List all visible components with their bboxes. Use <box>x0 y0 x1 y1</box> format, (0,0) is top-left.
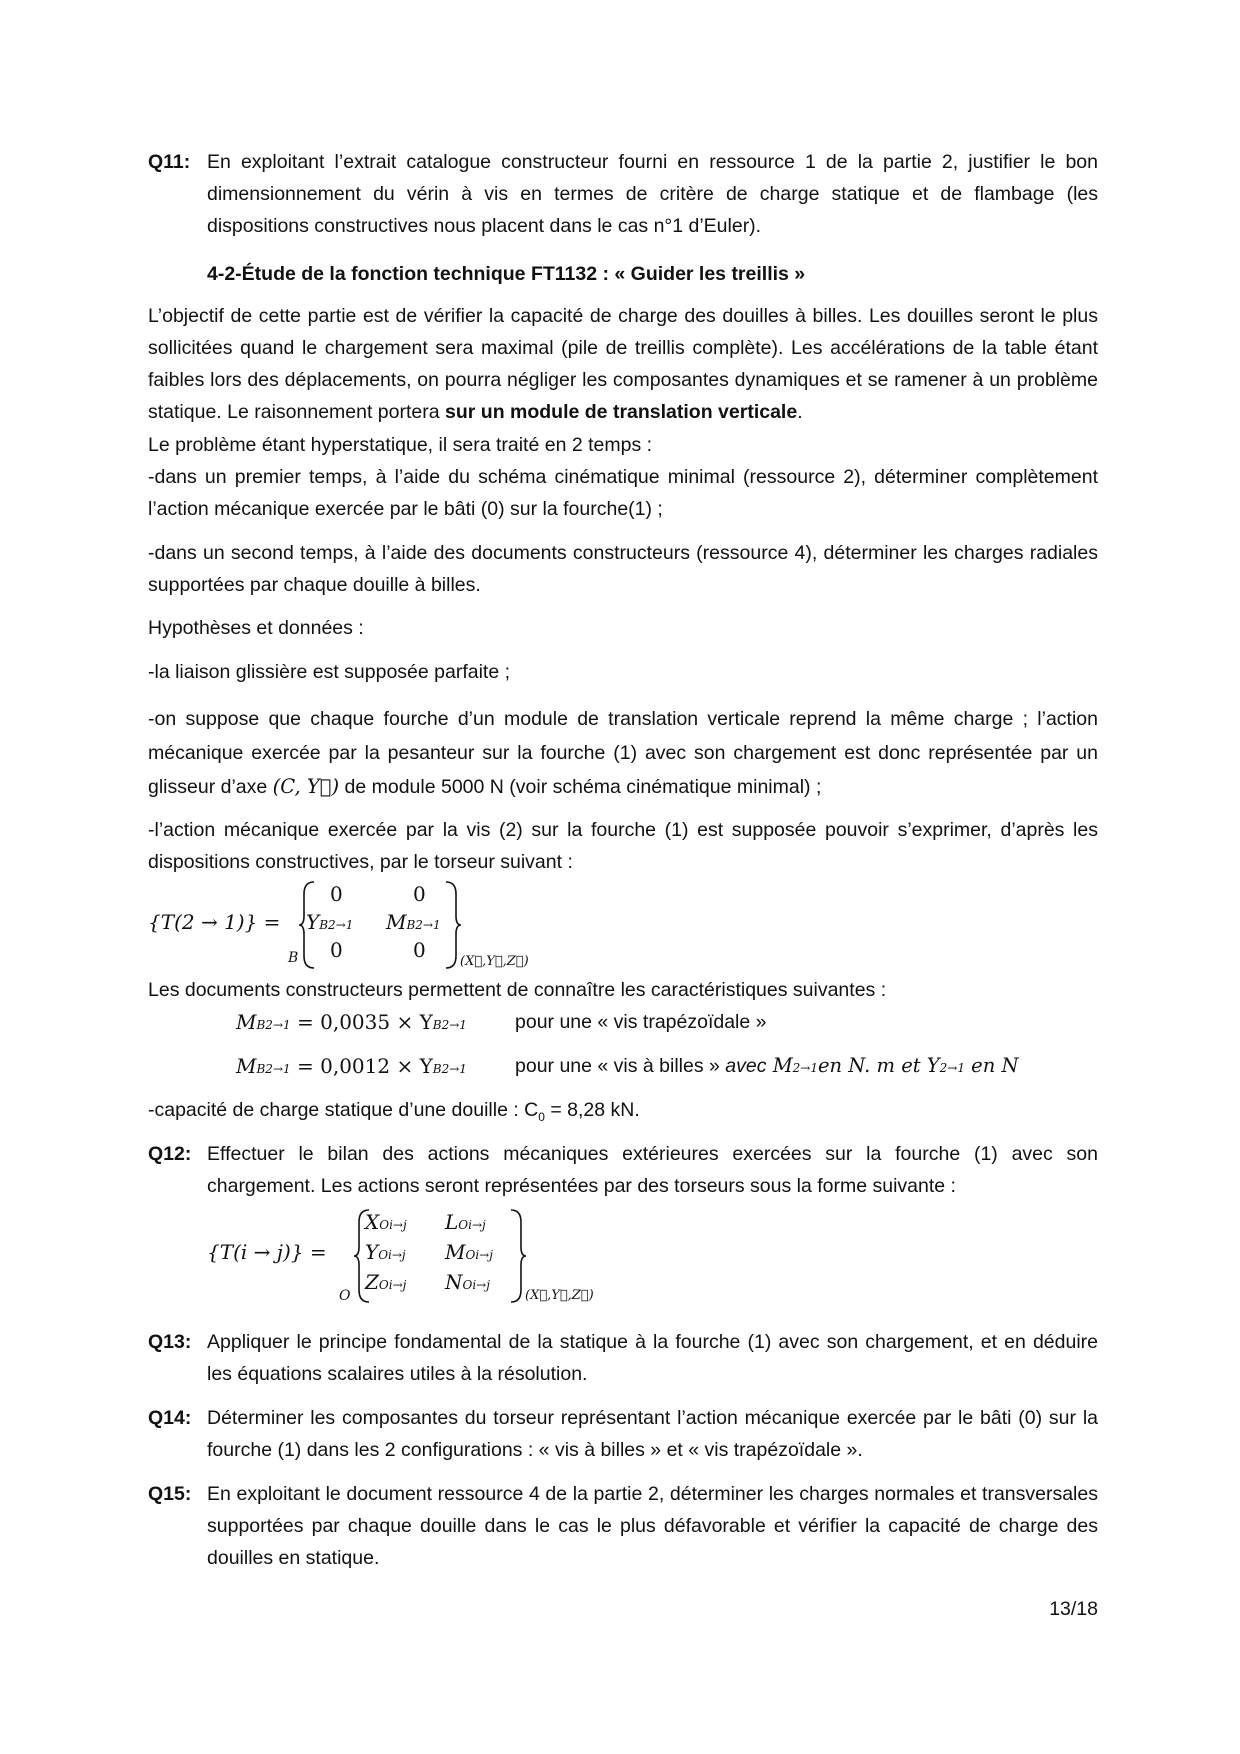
eq2-m2-sub: 2→1 <box>792 1061 818 1075</box>
t1-r2c2 <box>386 910 441 934</box>
intro-period: . <box>797 401 803 423</box>
c0-sub: 0 <box>538 1109 545 1124</box>
question-q11 <box>148 146 1098 242</box>
hypotheses-title: Hypothèses et données : <box>148 617 364 639</box>
t2-m: M <box>445 1240 466 1264</box>
hypothesis-glissiere: -la liaison glissière est supposée parfaite ; <box>148 661 511 683</box>
torseur-basis: (X⃗,Y⃗,Z⃗) <box>460 954 529 969</box>
eq2-mid: = 0,0012 × Y <box>290 1054 433 1078</box>
eq1-mid: = 0,0035 × Y <box>290 1010 433 1034</box>
question-q12 <box>148 1138 1098 1202</box>
t2-m-sub: Oi→j <box>465 1248 493 1262</box>
question-q14 <box>148 1402 1098 1466</box>
eq2-unit1: en N. m et Y <box>818 1054 940 1077</box>
eq2-m: M <box>236 1054 257 1078</box>
question-text: Déterminer les composantes du torseur représentant l’action mécanique exercée par le bâti (0) sur la fourche (1) dans les 2 configurations : « vis à billes » et « vis trapézoïdale ». <box>207 1407 1098 1461</box>
t2-x-sub: Oi→j <box>379 1218 407 1232</box>
t2-r1c1 <box>365 1210 407 1234</box>
eq2-y-sub: B2→1 <box>432 1062 467 1076</box>
t2-z: Z <box>365 1270 379 1294</box>
torseur-i-j <box>207 1208 607 1308</box>
t1-m-sub: B2→1 <box>406 918 441 932</box>
t2-r3c2 <box>445 1270 490 1294</box>
hypothesis-charge <box>148 702 1098 804</box>
equation-trapezoidale <box>236 1006 467 1041</box>
t2-x: X <box>365 1210 380 1234</box>
eq2-description <box>515 1050 1019 1084</box>
t2-l: L <box>445 1210 459 1234</box>
t2-r2c1 <box>365 1240 406 1264</box>
t1-r1c1: 0 <box>330 882 343 906</box>
hypothesis-charge-text: -on suppose que chaque fourche d’un module de translation verticale reprend la même charge ; l’action mécanique exercée par la pesanteur sur la fourche (1) avec son chargement est donc représentée par un glisseur d’axe <box>148 708 1098 798</box>
page-number: 13/18 <box>1049 1598 1098 1620</box>
t1-r3c1: 0 <box>330 938 343 962</box>
eq2-m2: M <box>766 1054 793 1077</box>
question-text: En exploitant l’extrait catalogue constructeur fourni en ressource 1 de la partie 2, justifier le bon dimensionnement du vérin à vis en termes de critère de charge statique et de flambage (les dispositions constructives nous placent dans le cas n°1 d’Euler). <box>207 151 1098 237</box>
eq2-avec: avec <box>725 1055 767 1077</box>
t2-r3c1 <box>365 1270 406 1294</box>
t1-r2c1 <box>306 910 353 934</box>
constructeur-intro: Les documents constructeurs permettent de connaître les caractéristiques suivantes : <box>148 979 887 1001</box>
t2-y-sub: Oi→j <box>378 1248 406 1262</box>
section-title: 4-2-Étude de la fonction technique FT1132 : « Guider les treillis » <box>207 263 806 285</box>
t1-y: Y <box>306 910 320 934</box>
hypothesis-charge-text-end: de module 5000 N (voir schéma cinématique minimal) ; <box>339 776 822 798</box>
t2-y: Y <box>365 1240 379 1264</box>
torseur-point: B <box>288 950 299 966</box>
eq1-description: pour une « vis trapézoïdale » <box>515 1011 767 1033</box>
eq2-y2-sub: 2→1 <box>939 1061 965 1075</box>
question-q13 <box>148 1326 1098 1390</box>
t2-n-sub: Oi→j <box>462 1278 490 1292</box>
eq1-m: M <box>236 1010 257 1034</box>
t2-z-sub: Oi→j <box>378 1278 407 1292</box>
question-q15 <box>148 1478 1098 1574</box>
question-text: Appliquer le principe fondamental de la statique à la fourche (1) avec son chargement, et en déduire les équations scalaires utiles à la résolution. <box>207 1331 1098 1385</box>
hypothesis-vis: -l’action mécanique exercée par la vis (2) sur la fourche (1) est supposée pouvoir s’exprimer, d’après les dispositions constructives, par le torseur suivant : <box>148 819 1098 873</box>
c0-value: = 8,28 kN. <box>544 1099 640 1121</box>
intro-two-steps: Le problème étant hyperstatique, il sera traité en 2 temps : <box>148 434 653 456</box>
torseur-lhs: {T(i → j)} = <box>207 1240 327 1264</box>
capacite-statique <box>148 1094 640 1133</box>
eq2-unit2: en N <box>964 1054 1019 1077</box>
t2-r1c2 <box>445 1210 486 1234</box>
t2-l-sub: Oi→j <box>458 1218 486 1232</box>
intro-bold-text: sur un module de translation verticale <box>445 401 798 423</box>
right-brace <box>507 1208 527 1304</box>
t1-y-sub: B2→1 <box>319 918 354 932</box>
question-text: En exploitant le document ressource 4 de la partie 2, déterminer les charges normales et transversales supportées par chaque douille dans le cas le plus défavorable et vérifier la capacité de charge des douilles en statique. <box>207 1483 1098 1569</box>
glisseur-axis: (C, Y⃗) <box>272 775 340 798</box>
t2-r2c2 <box>445 1240 493 1264</box>
eq1-m-sub: B2→1 <box>256 1018 291 1032</box>
torseur-basis: (X⃗,Y⃗,Z⃗) <box>525 1288 594 1303</box>
question-label: Q14: <box>148 1407 192 1429</box>
question-label: Q15: <box>148 1483 192 1505</box>
question-label: Q13: <box>148 1331 192 1353</box>
intro-step-one: -dans un premier temps, à l’aide du schéma cinématique minimal (ressource 2), déterminer complètement l’action mécanique exercée par le bâti (0) sur la fourche(1) ; <box>148 466 1098 520</box>
t1-m: M <box>386 910 407 934</box>
eq1-y-sub: B2→1 <box>432 1018 467 1032</box>
t1-r1c2: 0 <box>413 882 426 906</box>
right-brace <box>442 880 462 970</box>
intro-step-two: -dans un second temps, à l’aide des documents constructeurs (ressource 4), déterminer les charges radiales supportées par chaque douille à billes. <box>148 542 1098 596</box>
question-label: Q12: <box>148 1143 192 1165</box>
t1-r3c2: 0 <box>413 938 426 962</box>
torseur-2-1 <box>148 880 548 980</box>
intro-text: L’objectif de cette partie est de vérifier la capacité de charge des douilles à billes. Les douilles seront le plus sollicitées quand le chargement sera maximal (pile de treillis complète). Les accélérations de la table étant faibles lors des déplacements, on pourra négliger les composantes dynamiques et se ramener à un problème statique. Le raisonnement portera <box>148 305 1098 423</box>
equation-billes <box>236 1050 467 1085</box>
t2-n: N <box>445 1270 463 1294</box>
question-label: Q11: <box>148 151 191 173</box>
eq2-text: pour une « vis à billes » <box>515 1055 726 1077</box>
question-text: Effectuer le bilan des actions mécaniques extérieures exercées sur la fourche (1) avec son chargement. Les actions seront représentées par des torseurs sous la forme suivante : <box>207 1143 1098 1197</box>
intro-paragraph <box>148 300 1098 428</box>
c0-text: -capacité de charge statique d’une douille : C <box>148 1099 539 1121</box>
torseur-lhs: {T(2 → 1)} = <box>148 910 281 934</box>
torseur-point: O <box>339 1288 351 1304</box>
eq2-m-sub: B2→1 <box>256 1062 291 1076</box>
